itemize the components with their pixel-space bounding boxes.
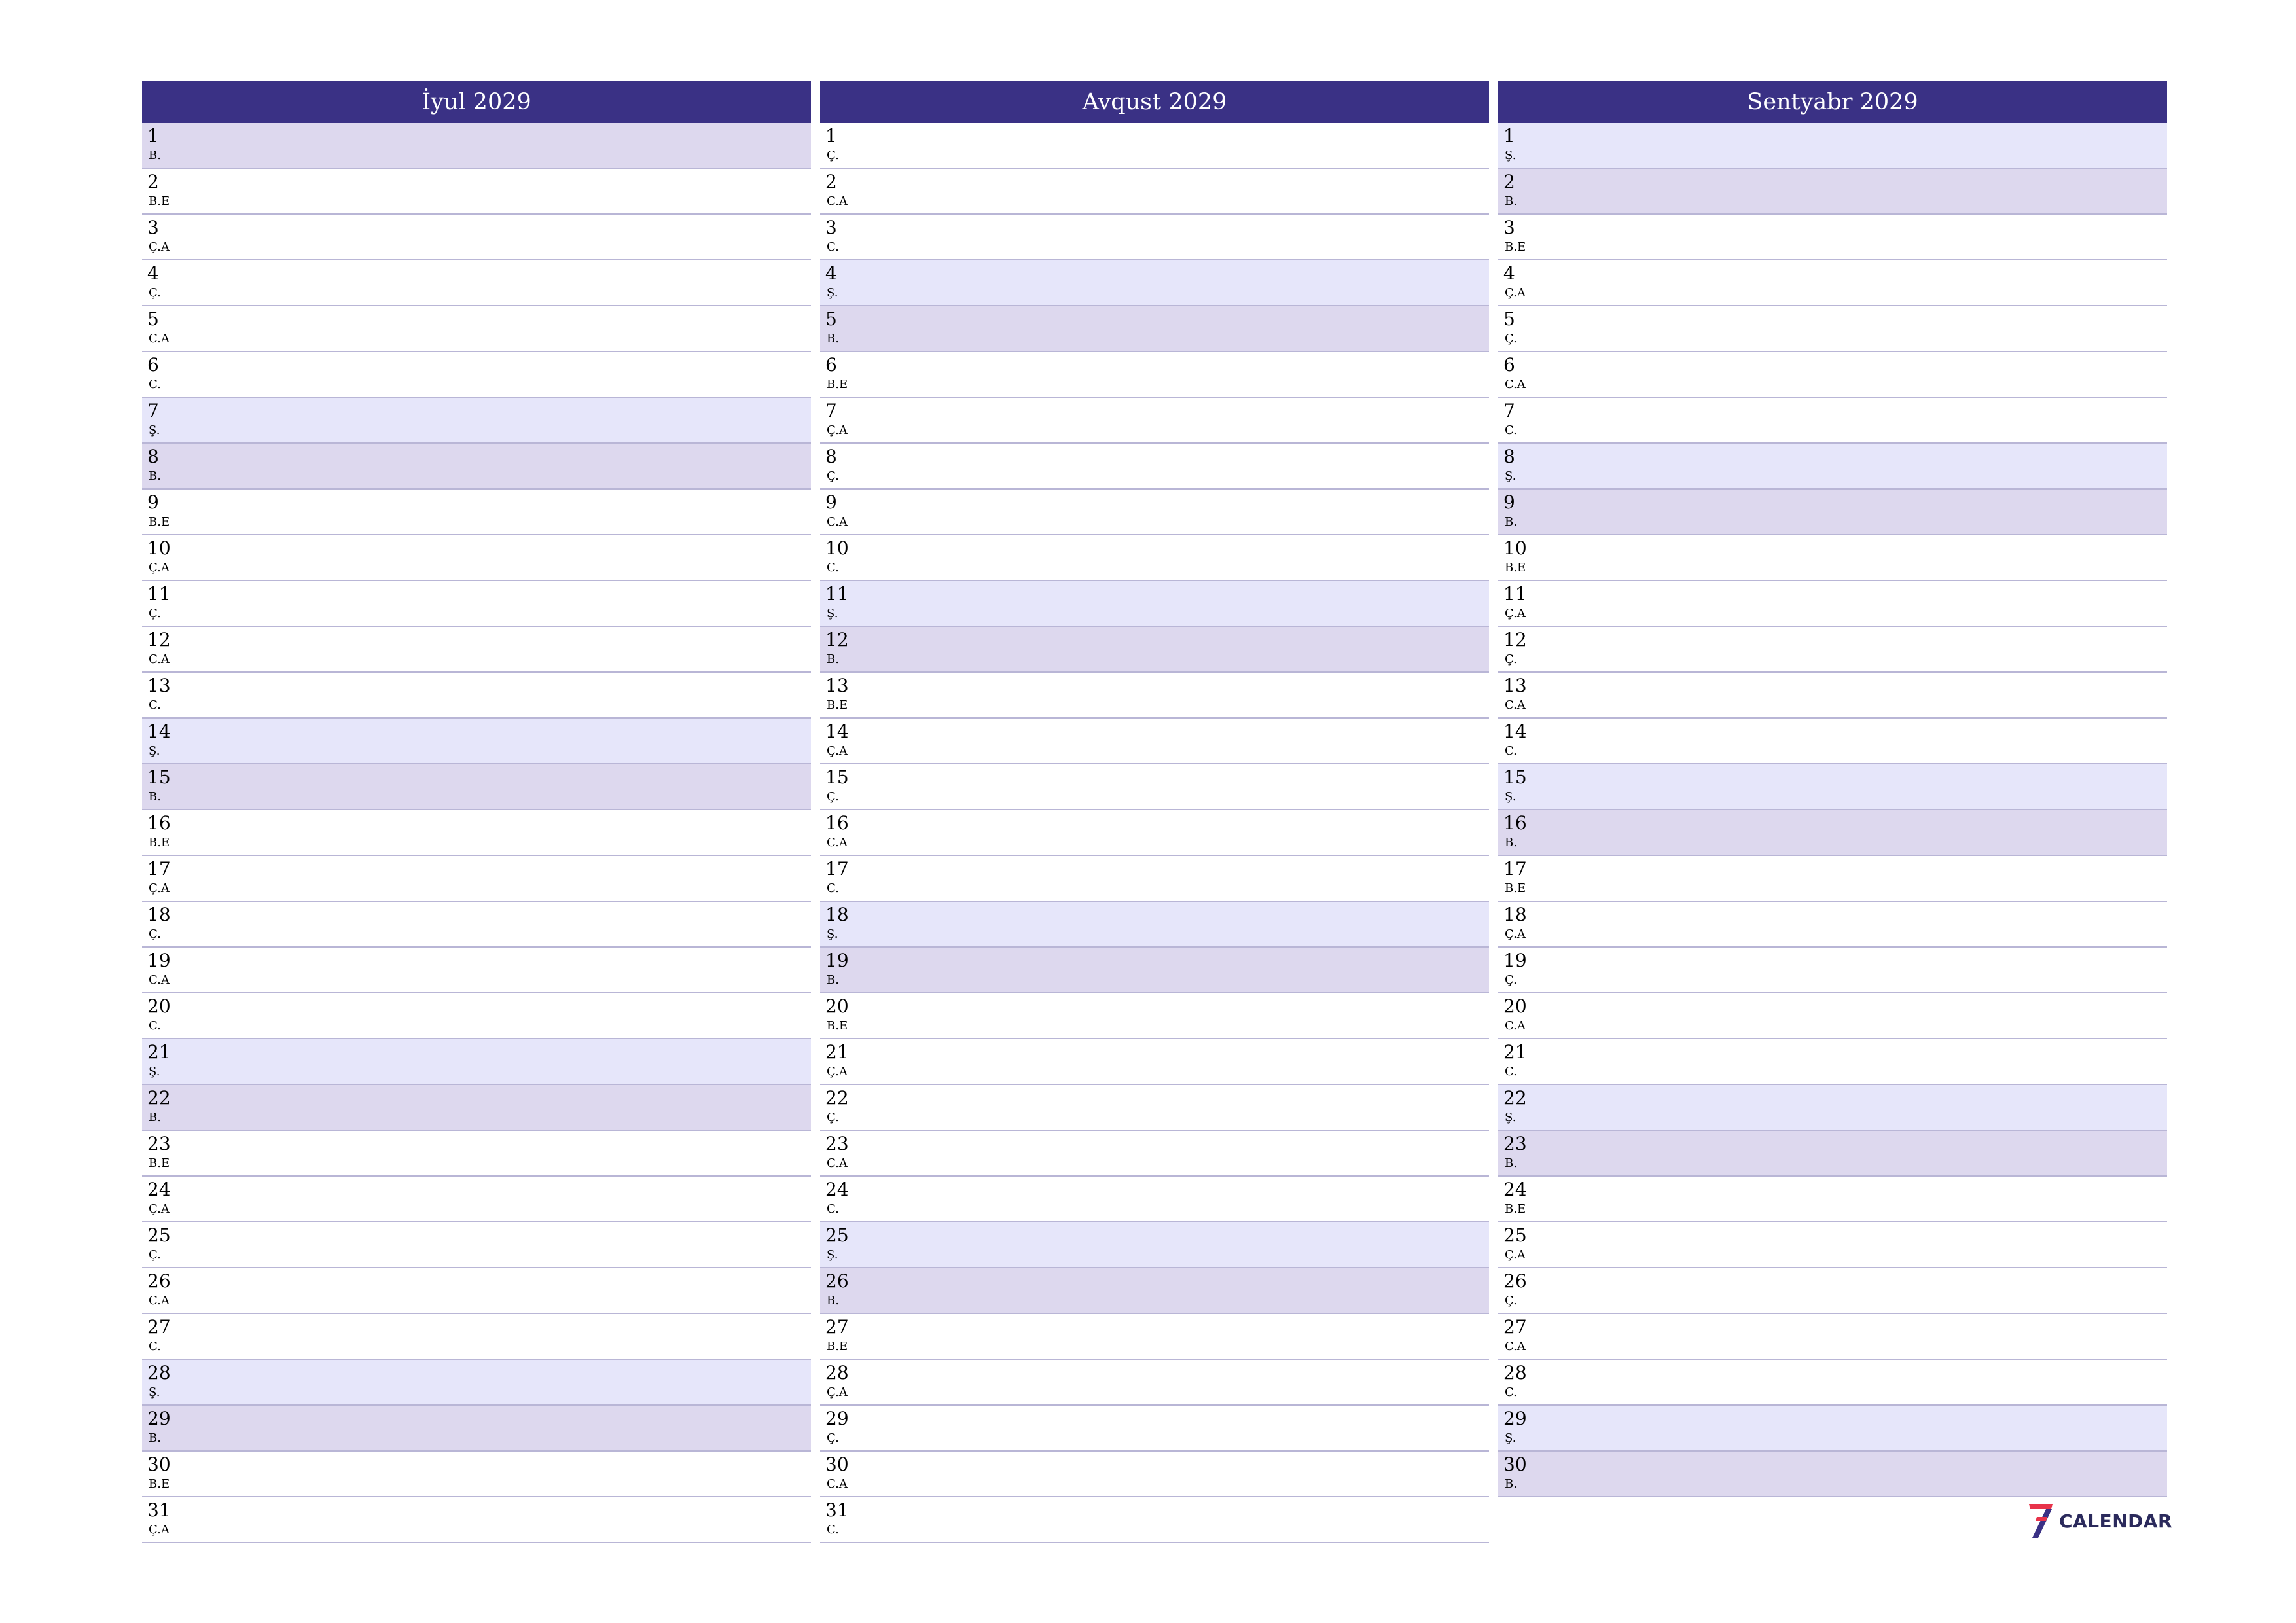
weekday-abbr: B. xyxy=(827,1294,839,1308)
day-number: 27 xyxy=(147,1316,171,1338)
day-number: 1 xyxy=(147,125,159,147)
weekday-abbr: Ç. xyxy=(149,286,161,300)
weekday-abbr: C.A xyxy=(827,515,848,529)
weekday-abbr: Ç. xyxy=(827,1111,839,1124)
day-row xyxy=(1498,764,2167,810)
weekday-abbr: Ç. xyxy=(1505,332,1517,346)
day-row xyxy=(820,627,1489,673)
day-number: 14 xyxy=(825,721,849,742)
day-number: 7 xyxy=(147,400,159,421)
weekday-abbr: Ç.A xyxy=(149,1202,170,1216)
logo-text: CALENDAR xyxy=(2059,1510,2173,1532)
day-number: 20 xyxy=(147,995,171,1017)
day-number: 19 xyxy=(1503,950,1527,971)
weekday-abbr: B. xyxy=(149,790,161,804)
day-row xyxy=(142,1268,811,1314)
day-number: 26 xyxy=(147,1270,171,1292)
weekday-abbr: B.E xyxy=(827,1019,848,1033)
day-row xyxy=(142,856,811,902)
weekday-abbr: B.E xyxy=(1505,561,1526,575)
weekday-abbr: B.E xyxy=(827,378,848,391)
weekday-abbr: B.E xyxy=(149,836,170,849)
month-column xyxy=(1498,81,2167,1497)
day-number: 31 xyxy=(825,1499,849,1521)
weekday-abbr: Ç.A xyxy=(827,1385,848,1399)
day-number: 22 xyxy=(1503,1087,1527,1109)
day-row xyxy=(1498,948,2167,993)
weekday-abbr: C. xyxy=(827,1202,839,1216)
day-row xyxy=(1498,1452,2167,1497)
day-row xyxy=(820,902,1489,948)
weekday-abbr: C. xyxy=(1505,1065,1517,1079)
day-number: 8 xyxy=(1503,446,1515,467)
day-row xyxy=(1498,993,2167,1039)
weekday-abbr: Ç. xyxy=(1505,1294,1517,1308)
day-row xyxy=(142,352,811,398)
day-number: 30 xyxy=(147,1454,171,1475)
weekday-abbr: C.A xyxy=(827,1156,848,1170)
weekday-abbr: C. xyxy=(149,698,161,712)
day-row xyxy=(820,1452,1489,1497)
day-row xyxy=(820,810,1489,856)
weekday-abbr: Ş. xyxy=(1505,1431,1516,1445)
day-row xyxy=(820,1360,1489,1406)
day-number: 15 xyxy=(147,766,171,788)
day-row xyxy=(142,764,811,810)
weekday-abbr: Ç. xyxy=(1505,652,1517,666)
weekday-abbr: Ş. xyxy=(827,927,838,941)
day-row xyxy=(142,1131,811,1177)
day-row xyxy=(820,581,1489,627)
day-number: 9 xyxy=(147,491,159,513)
day-row xyxy=(820,764,1489,810)
day-number: 15 xyxy=(825,766,849,788)
day-number: 17 xyxy=(1503,858,1527,880)
day-number: 8 xyxy=(147,446,159,467)
day-number: 12 xyxy=(1503,629,1527,651)
day-row xyxy=(820,306,1489,352)
weekday-abbr: Ç. xyxy=(827,1431,839,1445)
day-number: 2 xyxy=(147,171,159,192)
weekday-abbr: B. xyxy=(1505,1477,1517,1491)
day-row xyxy=(142,1177,811,1222)
weekday-abbr: Ç.A xyxy=(827,423,848,437)
day-number: 16 xyxy=(825,812,849,834)
day-number: 13 xyxy=(1503,675,1527,696)
day-row xyxy=(1498,856,2167,902)
day-row xyxy=(820,398,1489,444)
day-number: 11 xyxy=(1503,583,1527,605)
weekday-abbr: Ç.A xyxy=(827,1065,848,1079)
day-number: 29 xyxy=(825,1408,849,1429)
day-number: 6 xyxy=(825,354,837,376)
day-row xyxy=(142,306,811,352)
day-number: 23 xyxy=(147,1133,171,1154)
day-number: 30 xyxy=(1503,1454,1527,1475)
day-row xyxy=(142,719,811,764)
month-column xyxy=(820,81,1489,1543)
month-title: Sentyabr 2029 xyxy=(1498,81,2167,123)
weekday-abbr: Ç. xyxy=(1505,973,1517,987)
day-row xyxy=(142,1039,811,1085)
day-row xyxy=(820,490,1489,535)
day-row xyxy=(1498,1406,2167,1452)
day-number: 4 xyxy=(147,262,159,284)
day-row xyxy=(820,993,1489,1039)
weekday-abbr: B. xyxy=(1505,1156,1517,1170)
day-number: 5 xyxy=(825,308,837,330)
day-number: 7 xyxy=(825,400,837,421)
day-row xyxy=(820,352,1489,398)
day-number: 15 xyxy=(1503,766,1527,788)
day-row xyxy=(1498,215,2167,260)
day-row xyxy=(1498,1314,2167,1360)
day-number: 22 xyxy=(825,1087,849,1109)
day-number: 18 xyxy=(825,904,849,925)
day-row xyxy=(142,260,811,306)
weekday-abbr: Ş. xyxy=(149,423,160,437)
day-number: 29 xyxy=(147,1408,171,1429)
day-row xyxy=(820,215,1489,260)
day-number: 18 xyxy=(1503,904,1527,925)
weekday-abbr: Ç.A xyxy=(149,561,170,575)
day-number: 26 xyxy=(825,1270,849,1292)
day-row xyxy=(1498,260,2167,306)
day-number: 1 xyxy=(1503,125,1515,147)
day-number: 13 xyxy=(825,675,849,696)
weekday-abbr: Ç.A xyxy=(1505,607,1526,620)
day-list xyxy=(1498,123,2167,1497)
day-number: 8 xyxy=(825,446,837,467)
day-number: 25 xyxy=(147,1224,171,1246)
weekday-abbr: B.E xyxy=(149,1477,170,1491)
weekday-abbr: B.E xyxy=(827,1340,848,1353)
day-number: 21 xyxy=(147,1041,171,1063)
month-column xyxy=(142,81,811,1543)
day-number: 11 xyxy=(147,583,171,605)
day-row xyxy=(142,1406,811,1452)
weekday-abbr: Ç.A xyxy=(149,1523,170,1537)
day-row xyxy=(142,627,811,673)
day-number: 27 xyxy=(1503,1316,1527,1338)
day-number: 23 xyxy=(1503,1133,1527,1154)
day-number: 22 xyxy=(147,1087,171,1109)
day-row xyxy=(820,1406,1489,1452)
day-number: 28 xyxy=(1503,1362,1527,1383)
day-row xyxy=(820,719,1489,764)
weekday-abbr: B. xyxy=(149,1431,161,1445)
day-row xyxy=(142,673,811,719)
weekday-abbr: C. xyxy=(1505,423,1517,437)
weekday-abbr: C. xyxy=(827,240,839,254)
weekday-abbr: B. xyxy=(1505,836,1517,849)
day-row xyxy=(142,1360,811,1406)
day-number: 31 xyxy=(147,1499,171,1521)
weekday-abbr: B. xyxy=(149,149,161,162)
day-number: 21 xyxy=(825,1041,849,1063)
weekday-abbr: C.A xyxy=(827,836,848,849)
day-number: 2 xyxy=(1503,171,1515,192)
day-number: 5 xyxy=(147,308,159,330)
day-number: 1 xyxy=(825,125,837,147)
day-number: 25 xyxy=(825,1224,849,1246)
day-row xyxy=(142,902,811,948)
day-row xyxy=(142,1085,811,1131)
day-row xyxy=(1498,398,2167,444)
day-row xyxy=(142,215,811,260)
day-row xyxy=(820,1085,1489,1131)
day-number: 13 xyxy=(147,675,171,696)
day-row xyxy=(1498,169,2167,215)
day-number: 5 xyxy=(1503,308,1515,330)
day-row xyxy=(1498,352,2167,398)
weekday-abbr: Ç. xyxy=(149,1248,161,1262)
weekday-abbr: Ç. xyxy=(827,149,839,162)
day-number: 21 xyxy=(1503,1041,1527,1063)
day-row xyxy=(142,398,811,444)
day-row xyxy=(142,535,811,581)
weekday-abbr: B. xyxy=(149,469,161,483)
day-number: 2 xyxy=(825,171,837,192)
day-row xyxy=(820,1039,1489,1085)
weekday-abbr: C. xyxy=(1505,744,1517,758)
day-row xyxy=(142,123,811,169)
day-number: 29 xyxy=(1503,1408,1527,1429)
day-row xyxy=(1498,123,2167,169)
day-row xyxy=(1498,535,2167,581)
day-row xyxy=(820,1268,1489,1314)
day-row xyxy=(142,1452,811,1497)
weekday-abbr: C. xyxy=(827,561,839,575)
weekday-abbr: Ç. xyxy=(827,469,839,483)
day-number: 25 xyxy=(1503,1224,1527,1246)
day-row xyxy=(1498,581,2167,627)
day-row xyxy=(142,810,811,856)
day-row xyxy=(820,444,1489,490)
day-number: 14 xyxy=(147,721,171,742)
weekday-abbr: C.A xyxy=(827,194,848,208)
day-row xyxy=(1498,490,2167,535)
day-number: 19 xyxy=(825,950,849,971)
day-row xyxy=(820,169,1489,215)
weekday-abbr: C. xyxy=(149,1340,161,1353)
month-title: İyul 2029 xyxy=(142,81,811,123)
day-row xyxy=(820,856,1489,902)
day-number: 24 xyxy=(825,1179,849,1200)
day-row xyxy=(1498,1039,2167,1085)
weekday-abbr: B.E xyxy=(149,1156,170,1170)
day-row xyxy=(1498,1222,2167,1268)
weekday-abbr: Ş. xyxy=(827,607,838,620)
day-number: 17 xyxy=(147,858,171,880)
weekday-abbr: C. xyxy=(827,882,839,895)
weekday-abbr: B. xyxy=(1505,515,1517,529)
weekday-abbr: Ş. xyxy=(149,1065,160,1079)
day-number: 10 xyxy=(1503,537,1527,559)
day-number: 3 xyxy=(1503,217,1515,238)
day-number: 12 xyxy=(825,629,849,651)
day-row xyxy=(1498,719,2167,764)
day-number: 19 xyxy=(147,950,171,971)
day-number: 4 xyxy=(825,262,837,284)
day-row xyxy=(142,1314,811,1360)
day-row xyxy=(142,490,811,535)
weekday-abbr: B.E xyxy=(149,515,170,529)
day-number: 9 xyxy=(1503,491,1515,513)
weekday-abbr: C. xyxy=(827,1523,839,1537)
weekday-abbr: B.E xyxy=(1505,1202,1526,1216)
day-number: 14 xyxy=(1503,721,1527,742)
day-number: 30 xyxy=(825,1454,849,1475)
weekday-abbr: Ş. xyxy=(1505,149,1516,162)
day-number: 16 xyxy=(147,812,171,834)
day-number: 18 xyxy=(147,904,171,925)
weekday-abbr: C.A xyxy=(1505,1340,1526,1353)
day-number: 6 xyxy=(147,354,159,376)
weekday-abbr: B. xyxy=(149,1111,161,1124)
weekday-abbr: B.E xyxy=(1505,882,1526,895)
weekday-abbr: C.A xyxy=(149,332,170,346)
weekday-abbr: B.E xyxy=(827,698,848,712)
weekday-abbr: B. xyxy=(1505,194,1517,208)
day-number: 6 xyxy=(1503,354,1515,376)
day-row xyxy=(1498,810,2167,856)
day-number: 23 xyxy=(825,1133,849,1154)
day-row xyxy=(820,1497,1489,1543)
weekday-abbr: Ç. xyxy=(149,607,161,620)
day-row xyxy=(1498,1085,2167,1131)
weekday-abbr: B.E xyxy=(1505,240,1526,254)
day-row xyxy=(1498,306,2167,352)
day-list xyxy=(142,123,811,1543)
day-number: 27 xyxy=(825,1316,849,1338)
weekday-abbr: Ş. xyxy=(149,1385,160,1399)
day-row xyxy=(820,1131,1489,1177)
day-number: 12 xyxy=(147,629,171,651)
weekday-abbr: Ş. xyxy=(827,1248,838,1262)
weekday-abbr: C.A xyxy=(1505,1019,1526,1033)
month-title: Avqust 2029 xyxy=(820,81,1489,123)
day-row xyxy=(142,444,811,490)
weekday-abbr: Ç.A xyxy=(149,882,170,895)
weekday-abbr: C.A xyxy=(149,1294,170,1308)
day-number: 10 xyxy=(147,537,171,559)
weekday-abbr: Ç.A xyxy=(827,744,848,758)
day-row xyxy=(820,260,1489,306)
weekday-abbr: C. xyxy=(1505,1385,1517,1399)
day-row xyxy=(820,1314,1489,1360)
day-number: 20 xyxy=(825,995,849,1017)
day-row xyxy=(820,1177,1489,1222)
weekday-abbr: Ç.A xyxy=(1505,286,1526,300)
day-list xyxy=(820,123,1489,1543)
day-row xyxy=(1498,1177,2167,1222)
day-number: 28 xyxy=(147,1362,171,1383)
day-number: 17 xyxy=(825,858,849,880)
weekday-abbr: C.A xyxy=(1505,698,1526,712)
day-number: 3 xyxy=(825,217,837,238)
weekday-abbr: C.A xyxy=(149,973,170,987)
day-row xyxy=(1498,1131,2167,1177)
weekday-abbr: C. xyxy=(149,378,161,391)
weekday-abbr: C. xyxy=(149,1019,161,1033)
weekday-abbr: B. xyxy=(827,973,839,987)
day-number: 3 xyxy=(147,217,159,238)
weekday-abbr: Ç.A xyxy=(149,240,170,254)
day-number: 7 xyxy=(1503,400,1515,421)
day-number: 4 xyxy=(1503,262,1515,284)
weekday-abbr: Ç. xyxy=(827,790,839,804)
weekday-abbr: C.A xyxy=(1505,378,1526,391)
weekday-abbr: C.A xyxy=(827,1477,848,1491)
day-row xyxy=(820,1222,1489,1268)
weekday-abbr: Ç.A xyxy=(1505,927,1526,941)
weekday-abbr: B. xyxy=(827,652,839,666)
weekday-abbr: Ş. xyxy=(1505,1111,1516,1124)
weekday-abbr: C.A xyxy=(149,652,170,666)
day-row xyxy=(1498,902,2167,948)
day-number: 9 xyxy=(825,491,837,513)
day-row xyxy=(820,535,1489,581)
weekday-abbr: Ş. xyxy=(827,286,838,300)
day-row xyxy=(142,993,811,1039)
day-row xyxy=(1498,444,2167,490)
day-row xyxy=(1498,627,2167,673)
day-number: 16 xyxy=(1503,812,1527,834)
day-row xyxy=(820,673,1489,719)
weekday-abbr: Ş. xyxy=(1505,790,1516,804)
day-row xyxy=(142,948,811,993)
day-row xyxy=(142,1497,811,1543)
day-row xyxy=(142,581,811,627)
day-number: 24 xyxy=(1503,1179,1527,1200)
day-number: 20 xyxy=(1503,995,1527,1017)
day-number: 24 xyxy=(147,1179,171,1200)
weekday-abbr: Ç.A xyxy=(1505,1248,1526,1262)
weekday-abbr: Ç. xyxy=(149,927,161,941)
weekday-abbr: Ş. xyxy=(149,744,160,758)
day-row xyxy=(820,948,1489,993)
day-row xyxy=(820,123,1489,169)
day-row xyxy=(142,1222,811,1268)
day-number: 10 xyxy=(825,537,849,559)
day-row xyxy=(1498,1360,2167,1406)
day-number: 26 xyxy=(1503,1270,1527,1292)
day-row xyxy=(142,169,811,215)
weekday-abbr: Ş. xyxy=(1505,469,1516,483)
weekday-abbr: B.E xyxy=(149,194,170,208)
weekday-abbr: B. xyxy=(827,332,839,346)
day-row xyxy=(1498,1268,2167,1314)
day-row xyxy=(1498,673,2167,719)
day-number: 11 xyxy=(825,583,849,605)
seven-logo-icon xyxy=(2028,1503,2054,1539)
calendar-logo xyxy=(2028,1503,2172,1539)
day-number: 28 xyxy=(825,1362,849,1383)
